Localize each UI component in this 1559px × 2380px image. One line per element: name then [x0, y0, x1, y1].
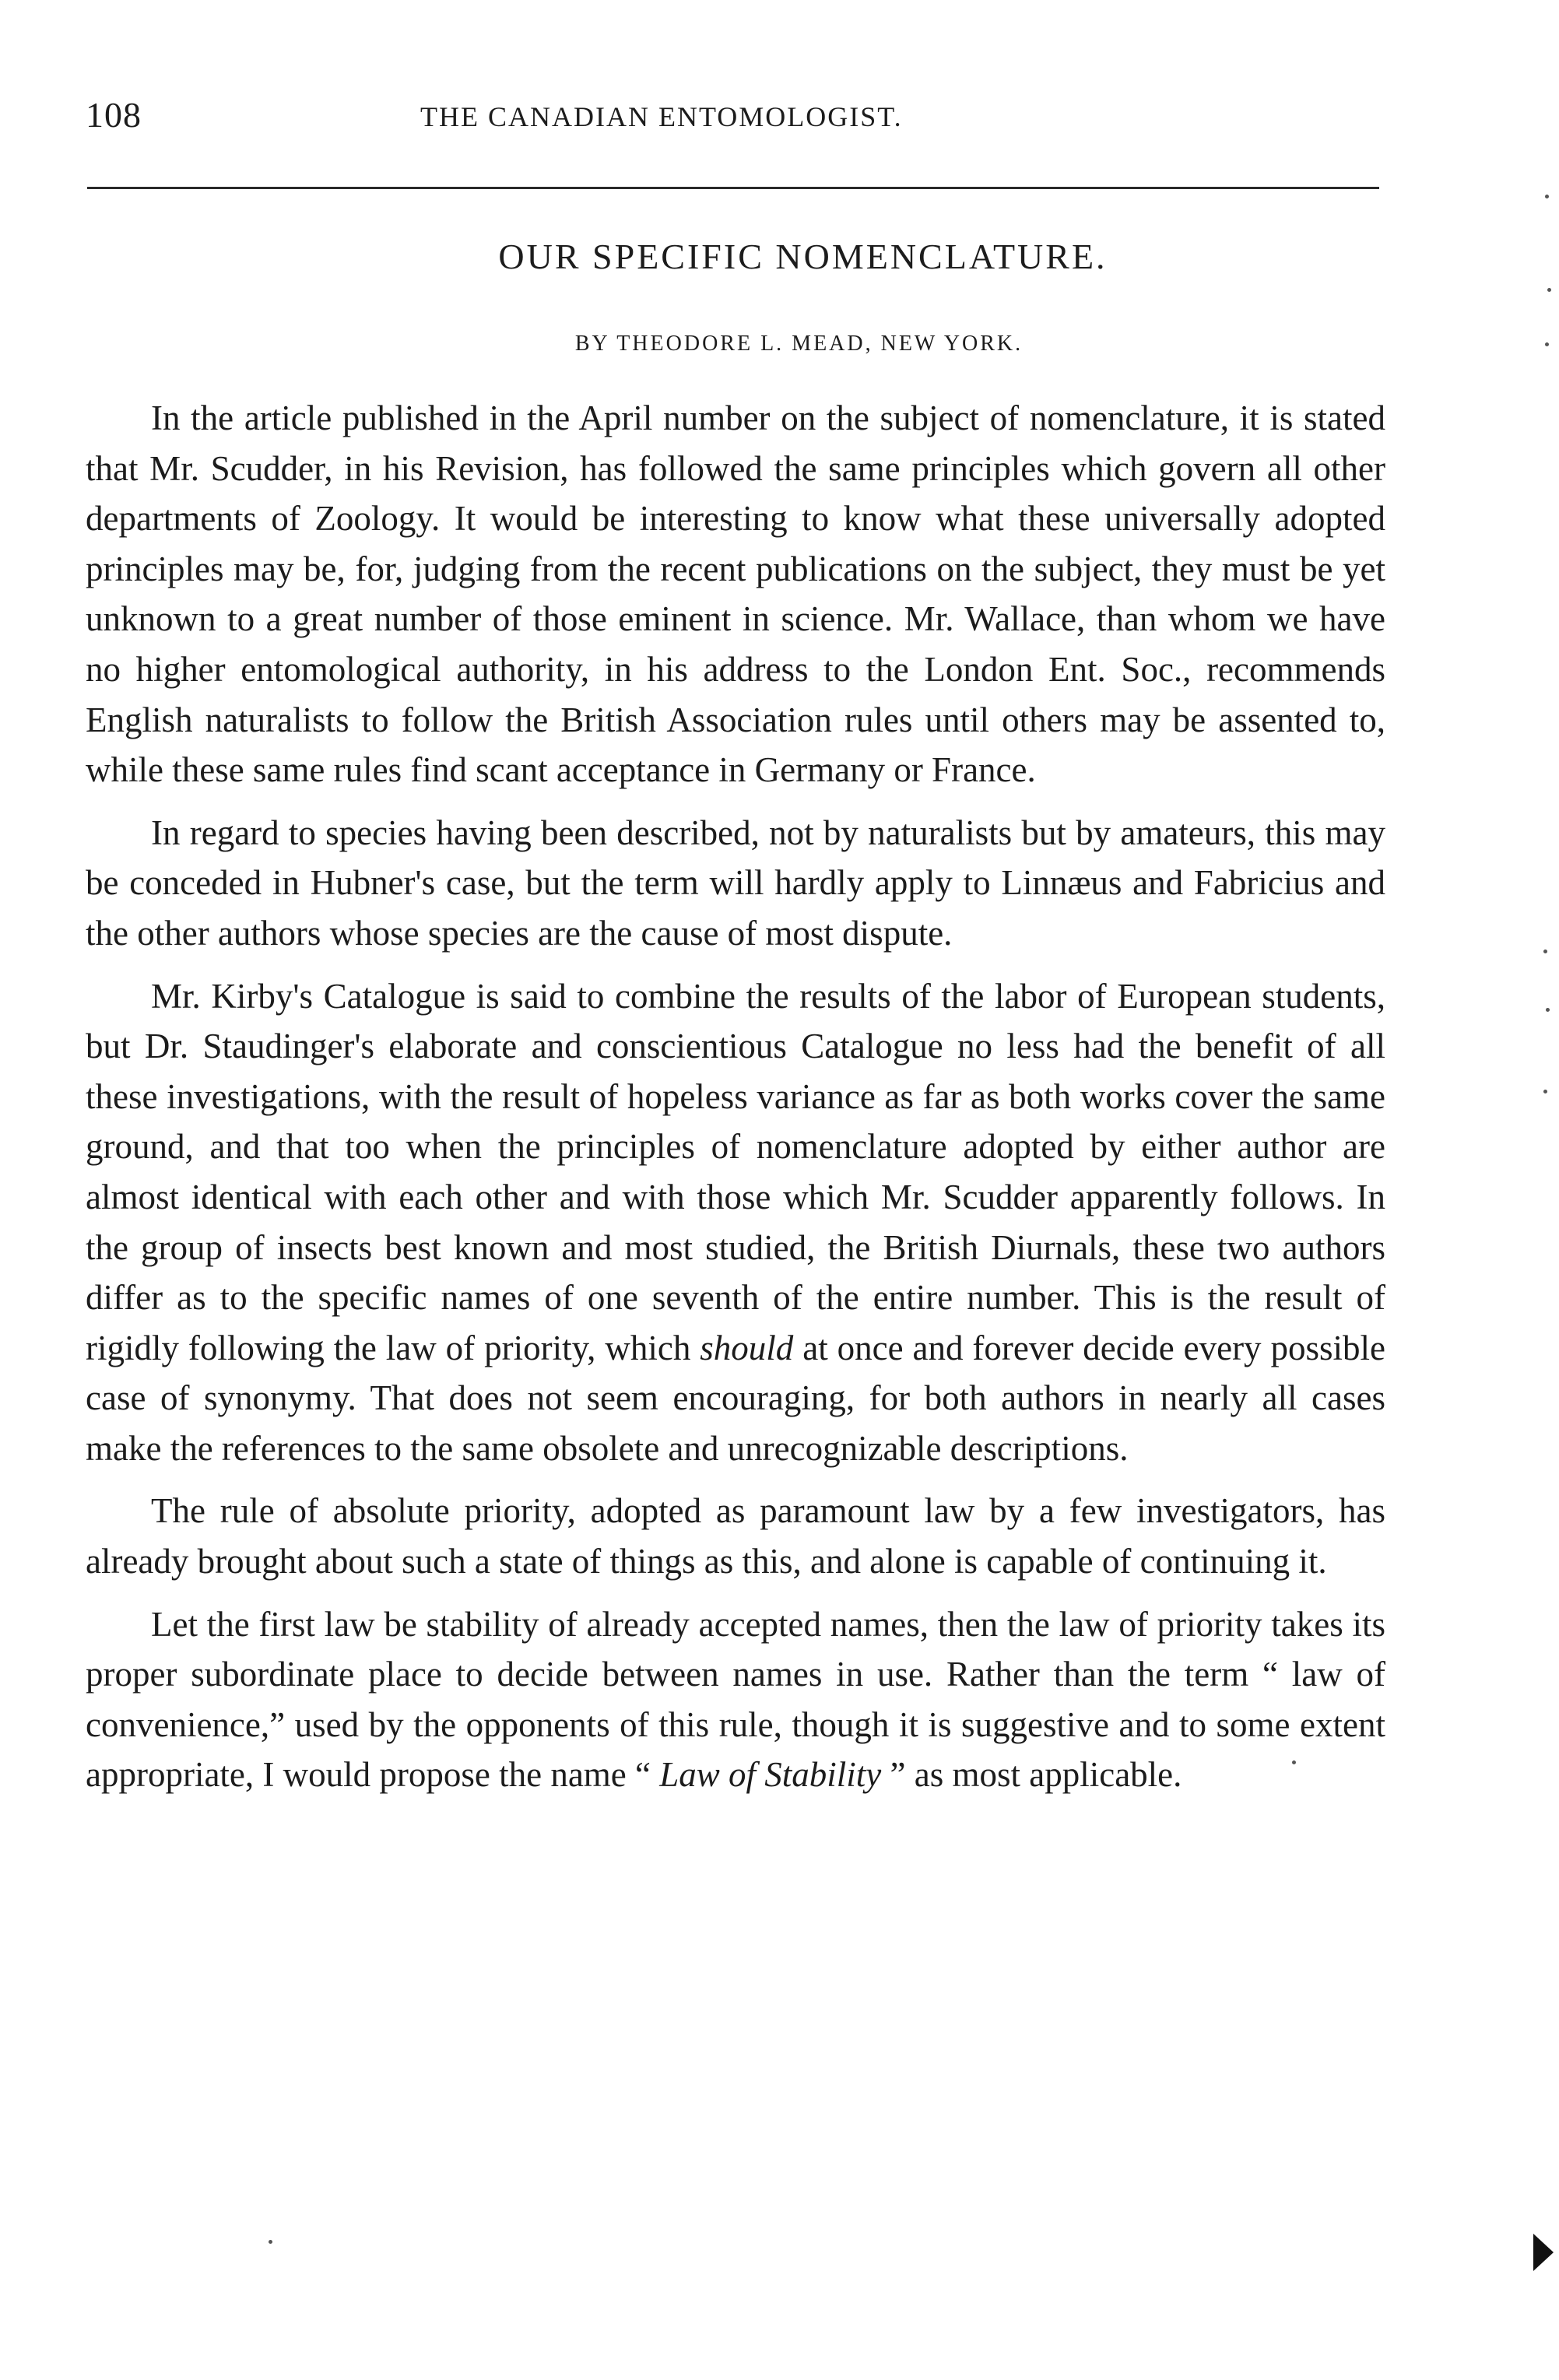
paragraph-3-text-before: Mr. Kirby's Catalogue is said to combine the results of the labor of European students, but Dr. Staudinger's elaborate and conscientious Catalogue no less had the benefit of all these investigations, with the result of hopeless variance as far as both works cover the same ground, and that too when the principles of nomenclature adopted by either author are almost identical with each other and with those which Mr. Scudder apparently follows. In the group of insects best known and most studied, the British Diurnals, these two authors differ as to the specific names of one seventh of the entire number. This is the result of rigidly following the law of priority, which	[86, 976, 1385, 1367]
article-body	[86, 393, 1385, 1813]
paragraph-1-text: In the article published in the April number on the subject of nomenclature, it is stated that Mr. Scudder, in his Revision, has followed the same principles which govern all other departments of Zoology. It would be interesting to know what these universally adopted principles may be, for, judging from the recent publications on the subject, they must be yet unknown to a great number of those eminent in science. Mr. Wallace, than whom we have no higher entomological authority, in his address to the London Ent. Soc., recommends English naturalists to follow the British Association rules until others may be assented to, while these same rules find scant acceptance in Germany or France.	[86, 398, 1385, 790]
margin-speck	[1543, 1090, 1547, 1093]
paragraph-5-emphasis: Law of Stability	[659, 1755, 882, 1795]
header-rule	[87, 187, 1379, 189]
paragraph-5-text-after: ” as most applicable.	[881, 1755, 1182, 1795]
paragraph-3-text-after: at once and forever decide every possible case of synonymy. That does not seem encouraging, for both authors in nearly all cases make the references to the same obsolete and unrecognizable descriptions.	[86, 1328, 1385, 1468]
paragraph-5	[86, 1599, 1385, 1800]
margin-speck	[1543, 950, 1547, 953]
paragraph-1	[86, 393, 1385, 795]
page-number: 108	[86, 95, 142, 135]
paragraph-4	[86, 1486, 1385, 1586]
paragraph-3-emphasis: should	[700, 1328, 794, 1367]
paragraph-2	[86, 808, 1385, 959]
margin-speck	[269, 2240, 272, 2244]
running-head	[86, 92, 1378, 139]
margin-speck	[1292, 1760, 1296, 1764]
paragraph-4-text: The rule of absolute priority, adopted as paramount law by a few investigators, has already brought about such a state of things as this, and alone is capable of continuing it.	[86, 1491, 1385, 1581]
paragraph-2-text: In regard to species having been described, not by naturalists but by amateurs, this may be conceded in Hubner's case, but the term will hardly apply to Linnæus and Fabricius and the other authors whose species are the cause of most dispute.	[86, 813, 1385, 953]
article-byline: BY THEODORE L. MEAD, NEW YORK.	[574, 332, 1024, 356]
margin-speck	[1546, 1008, 1550, 1012]
margin-speck	[1545, 342, 1549, 346]
margin-speck	[1547, 288, 1551, 292]
journal-title: THE CANADIAN ENTOMOLOGIST.	[420, 101, 903, 132]
article-title: OUR SPECIFIC NOMENCLATURE.	[498, 237, 1108, 276]
paragraph-5-text-before: Let the first law be stability of already accepted names, then the law of priority takes its proper subordinate place to decide between names in use. Rather than the term “ law of convenience,” used by the opponents of this rule, though it is suggestive and to some extent appropriate, I would propose the name “	[86, 1604, 1385, 1795]
paragraph-3	[86, 971, 1385, 1474]
margin-arrow-icon	[1533, 2234, 1554, 2271]
margin-speck	[1545, 195, 1549, 198]
